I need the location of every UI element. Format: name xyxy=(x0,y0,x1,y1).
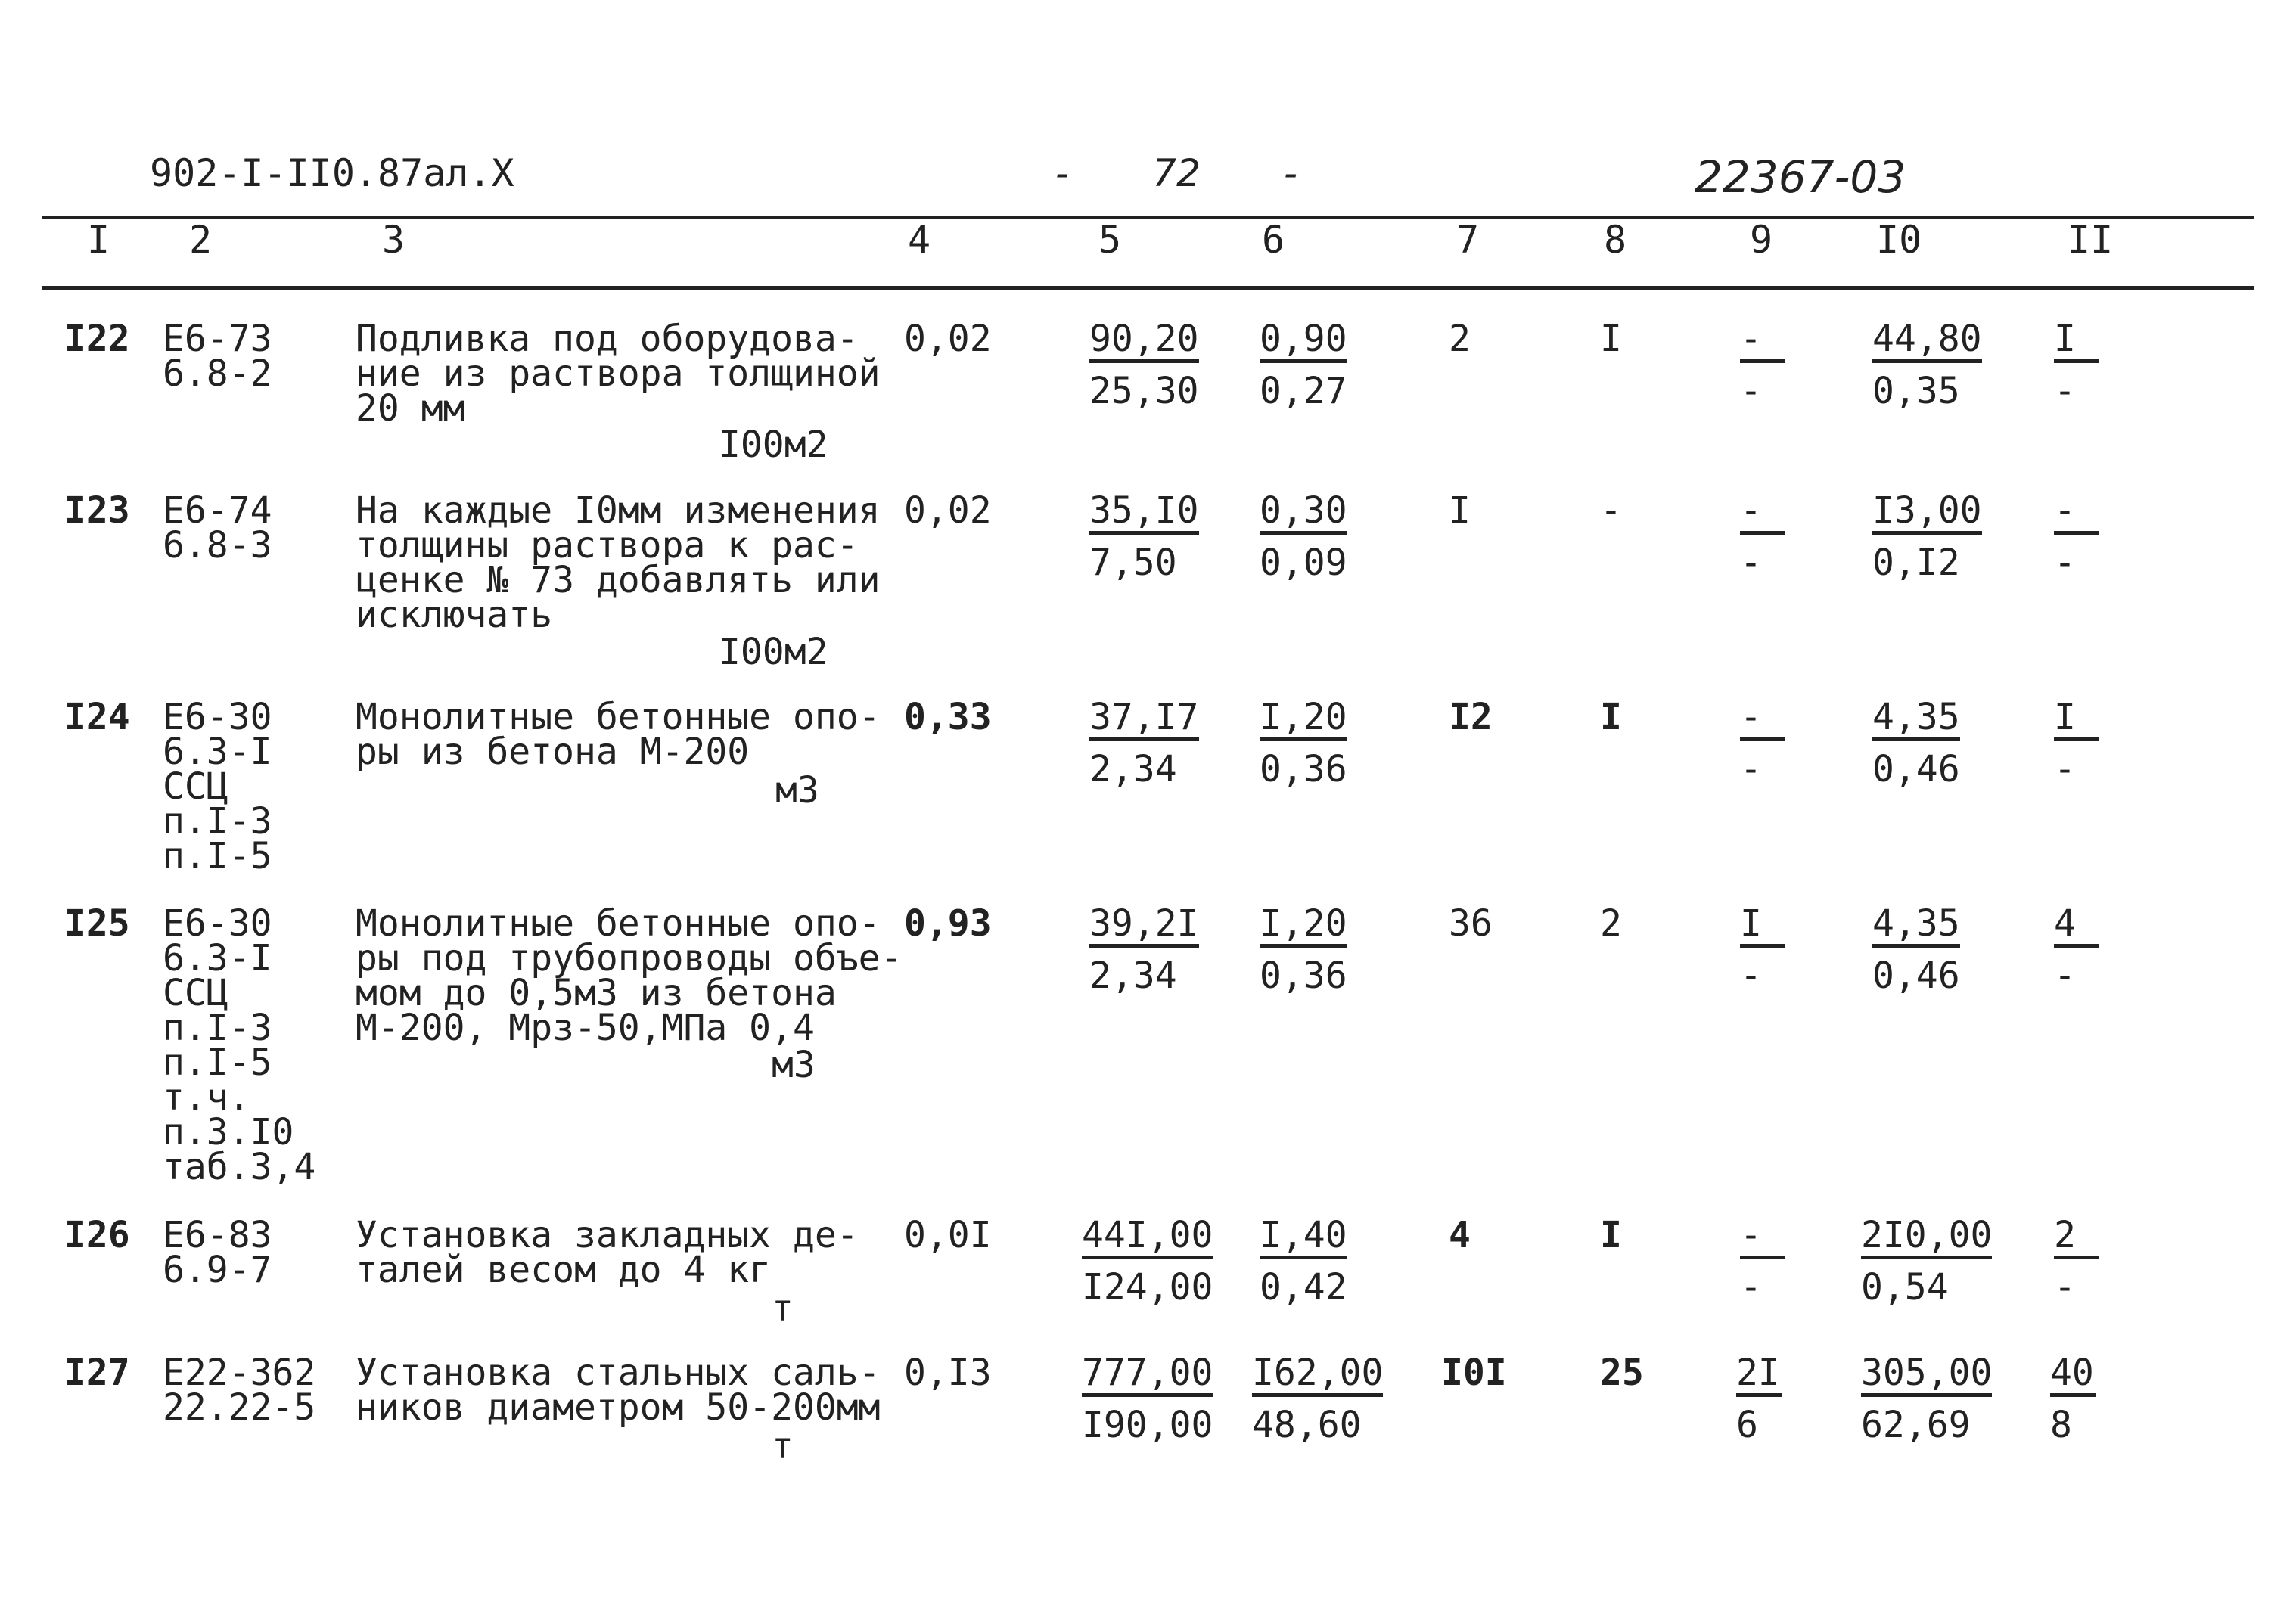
quantity: 0,33 xyxy=(904,696,992,738)
rate-code: Е6-74 6.8-3 xyxy=(163,489,272,567)
col8-value: 25 xyxy=(1600,1352,1644,1394)
col5-top: 90,20 xyxy=(1089,321,1199,363)
table-header-rule xyxy=(42,286,2254,290)
table-top-rule xyxy=(42,216,2254,219)
col5-fraction xyxy=(1089,489,1199,584)
row-number: I24 xyxy=(64,696,130,738)
col6-fraction xyxy=(1260,696,1347,790)
col10-bottom: 0,46 xyxy=(1872,955,1960,997)
col9-fraction xyxy=(1740,1214,1785,1308)
col5-fraction xyxy=(1089,696,1199,790)
col7-value: I2 xyxy=(1449,696,1493,738)
col6-top: I,20 xyxy=(1260,906,1347,948)
column-header-1: I xyxy=(87,218,110,262)
col11-bottom: - xyxy=(2054,955,2076,997)
work-description: Монолитные бетонные опо- ры под трубопроводы объе- мом до 0,5м3 из бетона М-200, Мрз-50,МПа 0,4 xyxy=(356,902,903,1049)
col5-fraction xyxy=(1082,1352,1213,1446)
page-number: 72 xyxy=(1152,151,1201,195)
col7-value: 2 xyxy=(1449,318,1471,360)
col6-bottom: 0,09 xyxy=(1260,542,1347,584)
col10-fraction xyxy=(1872,902,1960,997)
col10-fraction xyxy=(1861,1214,1993,1308)
col8-value: - xyxy=(1600,489,1622,532)
col7-value: I xyxy=(1449,489,1471,532)
col10-bottom: 0,I2 xyxy=(1872,542,1960,584)
col11-top: - xyxy=(2054,493,2099,535)
col5-bottom: I90,00 xyxy=(1082,1404,1213,1446)
col6-fraction xyxy=(1260,1214,1347,1308)
work-description: Монолитные бетонные опо- ры из бетона М-200 xyxy=(356,696,881,773)
col9-top: - xyxy=(1740,321,1785,363)
col9-top: I xyxy=(1740,906,1785,948)
page-dash-left: - xyxy=(1055,151,1070,195)
col11-top: 40 xyxy=(2050,1355,2096,1397)
col11-fraction xyxy=(2054,318,2099,412)
col8-value: I xyxy=(1600,1214,1622,1256)
col9-fraction xyxy=(1740,318,1785,412)
col9-bottom: - xyxy=(1740,748,1762,790)
column-header-7: 7 xyxy=(1456,218,1480,262)
col11-fraction xyxy=(2050,1352,2096,1446)
quantity: 0,02 xyxy=(904,489,992,532)
col9-fraction xyxy=(1736,1352,1782,1446)
column-header-10: I0 xyxy=(1876,218,1922,262)
column-header-9: 9 xyxy=(1750,218,1773,262)
col10-top: 44,80 xyxy=(1872,321,1982,363)
quantity: 0,02 xyxy=(904,318,992,360)
quantity: 0,93 xyxy=(904,902,992,945)
col6-bottom: 0,42 xyxy=(1260,1266,1347,1308)
col11-fraction xyxy=(2054,902,2099,997)
col8-value: 2 xyxy=(1600,902,1622,945)
column-header-8: 8 xyxy=(1604,218,1627,262)
col5-fraction xyxy=(1089,318,1199,412)
col8-value: I xyxy=(1600,318,1622,360)
column-header-6: 6 xyxy=(1262,218,1285,262)
unit-of-measure: I00м2 xyxy=(719,631,828,673)
col10-bottom: 0,35 xyxy=(1872,370,1960,412)
work-description: Установка стальных саль- ников диаметром 50-200мм xyxy=(356,1352,881,1429)
col11-top: 4 xyxy=(2054,906,2099,948)
col9-top: - xyxy=(1740,1218,1785,1259)
col5-fraction xyxy=(1089,902,1199,997)
col5-top: 39,2I xyxy=(1089,906,1199,948)
rate-code: Е6-73 6.8-2 xyxy=(163,318,272,395)
col5-fraction xyxy=(1082,1214,1213,1308)
row-number: I25 xyxy=(64,902,130,945)
page-dash-right: - xyxy=(1283,151,1297,195)
col10-bottom: 0,46 xyxy=(1872,748,1960,790)
col10-bottom: 0,54 xyxy=(1861,1266,1949,1308)
col6-top: I,40 xyxy=(1260,1218,1347,1259)
col10-top: 4,35 xyxy=(1872,700,1960,741)
column-header-4: 4 xyxy=(908,218,931,262)
col9-fraction xyxy=(1740,696,1785,790)
col10-top: 4,35 xyxy=(1872,906,1960,948)
col8-value: I xyxy=(1600,696,1622,738)
col11-top: 2 xyxy=(2054,1218,2099,1259)
column-header-2: 2 xyxy=(189,218,213,262)
col6-top: I62,00 xyxy=(1252,1355,1383,1397)
row-number: I27 xyxy=(64,1352,130,1394)
col5-bottom: I24,00 xyxy=(1082,1266,1213,1308)
rate-code: Е6-30 6.3-I ССЦ п.I-3 п.I-5 т.ч. п.3.I0 таб.3,4 xyxy=(163,902,316,1188)
column-header-11: II xyxy=(2068,218,2114,262)
col7-value: 4 xyxy=(1449,1214,1471,1256)
unit-of-measure: м3 xyxy=(772,1044,816,1086)
rate-code: Е22-362 22.22-5 xyxy=(163,1352,316,1429)
row-number: I26 xyxy=(64,1214,130,1256)
col9-top: - xyxy=(1740,493,1785,535)
col6-fraction xyxy=(1252,1352,1384,1446)
col11-top: I xyxy=(2054,700,2099,741)
document-code: 902-I-II0.87ал.X xyxy=(150,151,514,195)
column-header-3: 3 xyxy=(382,218,405,262)
col6-bottom: 0,36 xyxy=(1260,748,1347,790)
col5-top: 35,I0 xyxy=(1089,493,1199,535)
unit-of-measure: I00м2 xyxy=(719,424,828,466)
col9-fraction xyxy=(1740,489,1785,584)
col9-top: 2I xyxy=(1736,1355,1782,1397)
col10-fraction xyxy=(1872,318,1982,412)
col6-top: 0,30 xyxy=(1260,493,1347,535)
col11-top: I xyxy=(2054,321,2099,363)
col10-bottom: 62,69 xyxy=(1861,1404,1971,1446)
column-header-5: 5 xyxy=(1098,218,1122,262)
col11-bottom: - xyxy=(2054,370,2076,412)
col7-value: I0I xyxy=(1441,1352,1507,1394)
col9-bottom: - xyxy=(1740,542,1762,584)
col11-fraction xyxy=(2054,489,2099,584)
unit-of-measure: т xyxy=(772,1425,794,1467)
page-number-block xyxy=(1055,151,1297,195)
col5-top: 37,I7 xyxy=(1089,700,1199,741)
work-description: Установка закладных де- талей весом до 4 кг xyxy=(356,1214,859,1291)
unit-of-measure: т xyxy=(772,1287,794,1330)
col5-bottom: 25,30 xyxy=(1089,370,1199,412)
rate-code: Е6-83 6.9-7 xyxy=(163,1214,272,1291)
col10-fraction xyxy=(1861,1352,1993,1446)
col9-bottom: - xyxy=(1740,370,1762,412)
row-number: I23 xyxy=(64,489,130,532)
work-description: Подливка под оборудова- ние из раствора толщиной 20 мм xyxy=(356,318,881,430)
col9-top: - xyxy=(1740,700,1785,741)
col11-bottom: - xyxy=(2054,748,2076,790)
col9-fraction xyxy=(1740,902,1785,997)
col5-top: 44I,00 xyxy=(1082,1218,1213,1259)
col10-fraction xyxy=(1872,489,1982,584)
col9-bottom: - xyxy=(1740,1266,1762,1308)
col9-bottom: 6 xyxy=(1736,1404,1758,1446)
col10-top: I3,00 xyxy=(1872,493,1982,535)
col6-bottom: 48,60 xyxy=(1252,1404,1362,1446)
col6-fraction xyxy=(1260,489,1347,584)
col6-fraction xyxy=(1260,318,1347,412)
col11-bottom: 8 xyxy=(2050,1404,2072,1446)
col5-bottom: 2,34 xyxy=(1089,955,1177,997)
col6-fraction xyxy=(1260,902,1347,997)
col6-bottom: 0,36 xyxy=(1260,955,1347,997)
col11-fraction xyxy=(2054,696,2099,790)
col11-fraction xyxy=(2054,1214,2099,1308)
col5-bottom: 7,50 xyxy=(1089,542,1177,584)
col5-bottom: 2,34 xyxy=(1089,748,1177,790)
col6-bottom: 0,27 xyxy=(1260,370,1347,412)
quantity: 0,0I xyxy=(904,1214,992,1256)
col10-top: 2I0,00 xyxy=(1861,1218,1992,1259)
rate-code: Е6-30 6.3-I ССЦ п.I-3 п.I-5 xyxy=(163,696,272,877)
col6-top: 0,90 xyxy=(1260,321,1347,363)
col10-fraction xyxy=(1872,696,1960,790)
col5-top: 777,00 xyxy=(1082,1355,1213,1397)
col9-bottom: - xyxy=(1740,955,1762,997)
registration-number: 22367-03 xyxy=(1695,151,1906,203)
work-description: На каждые I0мм изменения толщины раствора к рас- ценке № 73 добавлять или исключать xyxy=(356,489,881,636)
unit-of-measure: м3 xyxy=(775,769,819,812)
col7-value: 36 xyxy=(1449,902,1493,945)
col6-top: I,20 xyxy=(1260,700,1347,741)
row-number: I22 xyxy=(64,318,130,360)
col10-top: 305,00 xyxy=(1861,1355,1992,1397)
col11-bottom: - xyxy=(2054,1266,2076,1308)
quantity: 0,I3 xyxy=(904,1352,992,1394)
col11-bottom: - xyxy=(2054,542,2076,584)
